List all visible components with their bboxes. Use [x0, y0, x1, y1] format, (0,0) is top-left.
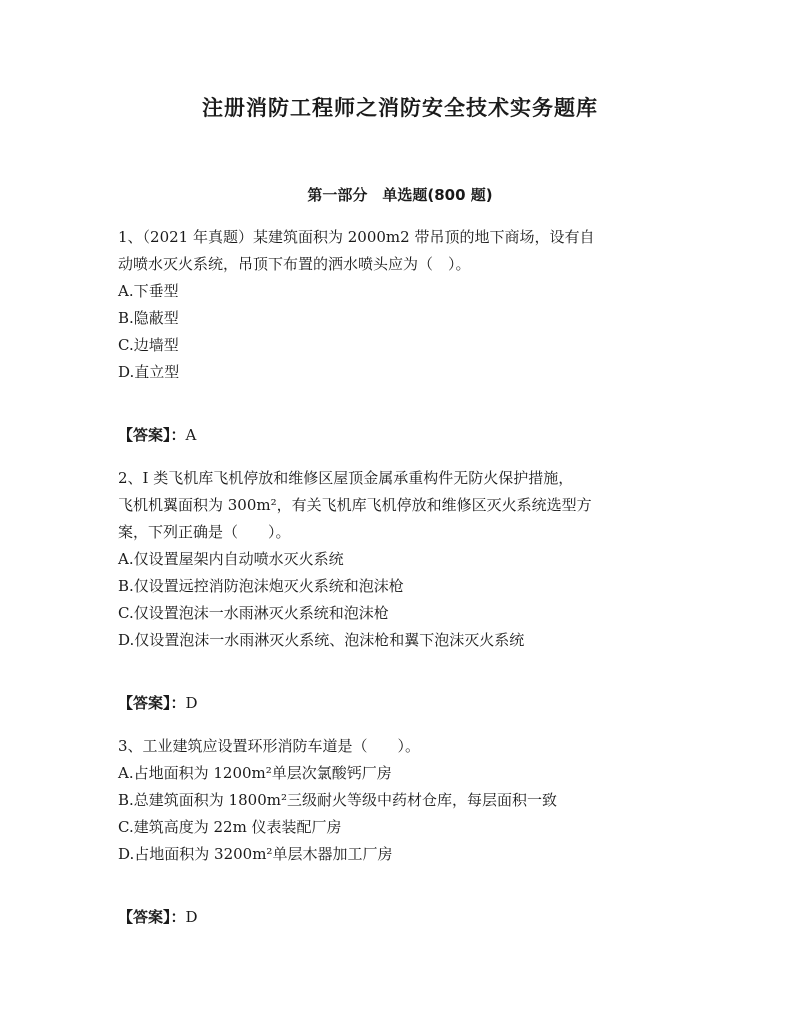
option-d: D.仅设置泡沫一水雨淋灭火系统、泡沫枪和翼下泡沫灭火系统: [118, 631, 525, 649]
question-2: [118, 465, 688, 733]
option-a: A.仅设置屋架内自动喷水灭火系统: [118, 550, 344, 568]
question-stem-line: 1、（2021 年真题）某建筑面积为 2000m2 带吊顶的地下商场，设有自: [118, 228, 595, 246]
question-list: [118, 224, 688, 931]
document-title: 注册消防工程师之消防安全技术实务题库: [202, 96, 598, 120]
option-c: C.建筑高度为 22m 仪表装配厂房: [118, 818, 342, 836]
answer-label: 【答案】：: [118, 694, 186, 712]
option-a: A.下垂型: [118, 282, 179, 300]
question-stem: [118, 733, 688, 760]
answer-label: 【答案】：: [118, 908, 186, 926]
option-c: C.仅设置泡沫一水雨淋灭火系统和泡沫枪: [118, 604, 389, 622]
question-stem-line: 3、工业建筑应设置环形消防车道是（ ）。: [118, 737, 421, 755]
answer-line: [118, 690, 688, 717]
answer-value: D: [185, 694, 198, 712]
answer-line: [118, 422, 688, 449]
question-3: [118, 733, 688, 931]
option-c: C.边墙型: [118, 336, 179, 354]
answer-label: 【答案】：: [118, 426, 186, 444]
question-stem: [118, 224, 688, 278]
answer-line: [118, 904, 688, 931]
question-stem-line: 案，下列正确是（ ）。: [118, 523, 291, 541]
option-a: A.占地面积为 1200m²单层次氯酸钙厂房: [118, 764, 392, 782]
option-b: B.隐蔽型: [118, 309, 179, 327]
answer-value: D: [185, 908, 198, 926]
question-stem: [118, 465, 688, 546]
option-b: B.仅设置远控消防泡沫炮灭火系统和泡沫枪: [118, 577, 404, 595]
option-b: B.总建筑面积为 1800m²三级耐火等级中药材仓库，每层面积一致: [118, 791, 557, 809]
option-d: D.占地面积为 3200m²单层木器加工厂房: [118, 845, 393, 863]
question-1: [118, 224, 688, 465]
option-d: D.直立型: [118, 363, 180, 381]
answer-value: A: [185, 426, 197, 444]
question-stem-line: 飞机机翼面积为 300m²，有关飞机库飞机停放和维修区灭火系统选型方: [118, 496, 592, 514]
question-stem-line: 动喷水灭火系统，吊顶下布置的洒水喷头应为（ ）。: [118, 255, 471, 273]
question-stem-line: 2、I 类飞机库飞机停放和维修区屋顶金属承重构件无防火保护措施，: [118, 469, 574, 487]
section-title: 第一部分 单选题(800 题): [307, 186, 493, 204]
